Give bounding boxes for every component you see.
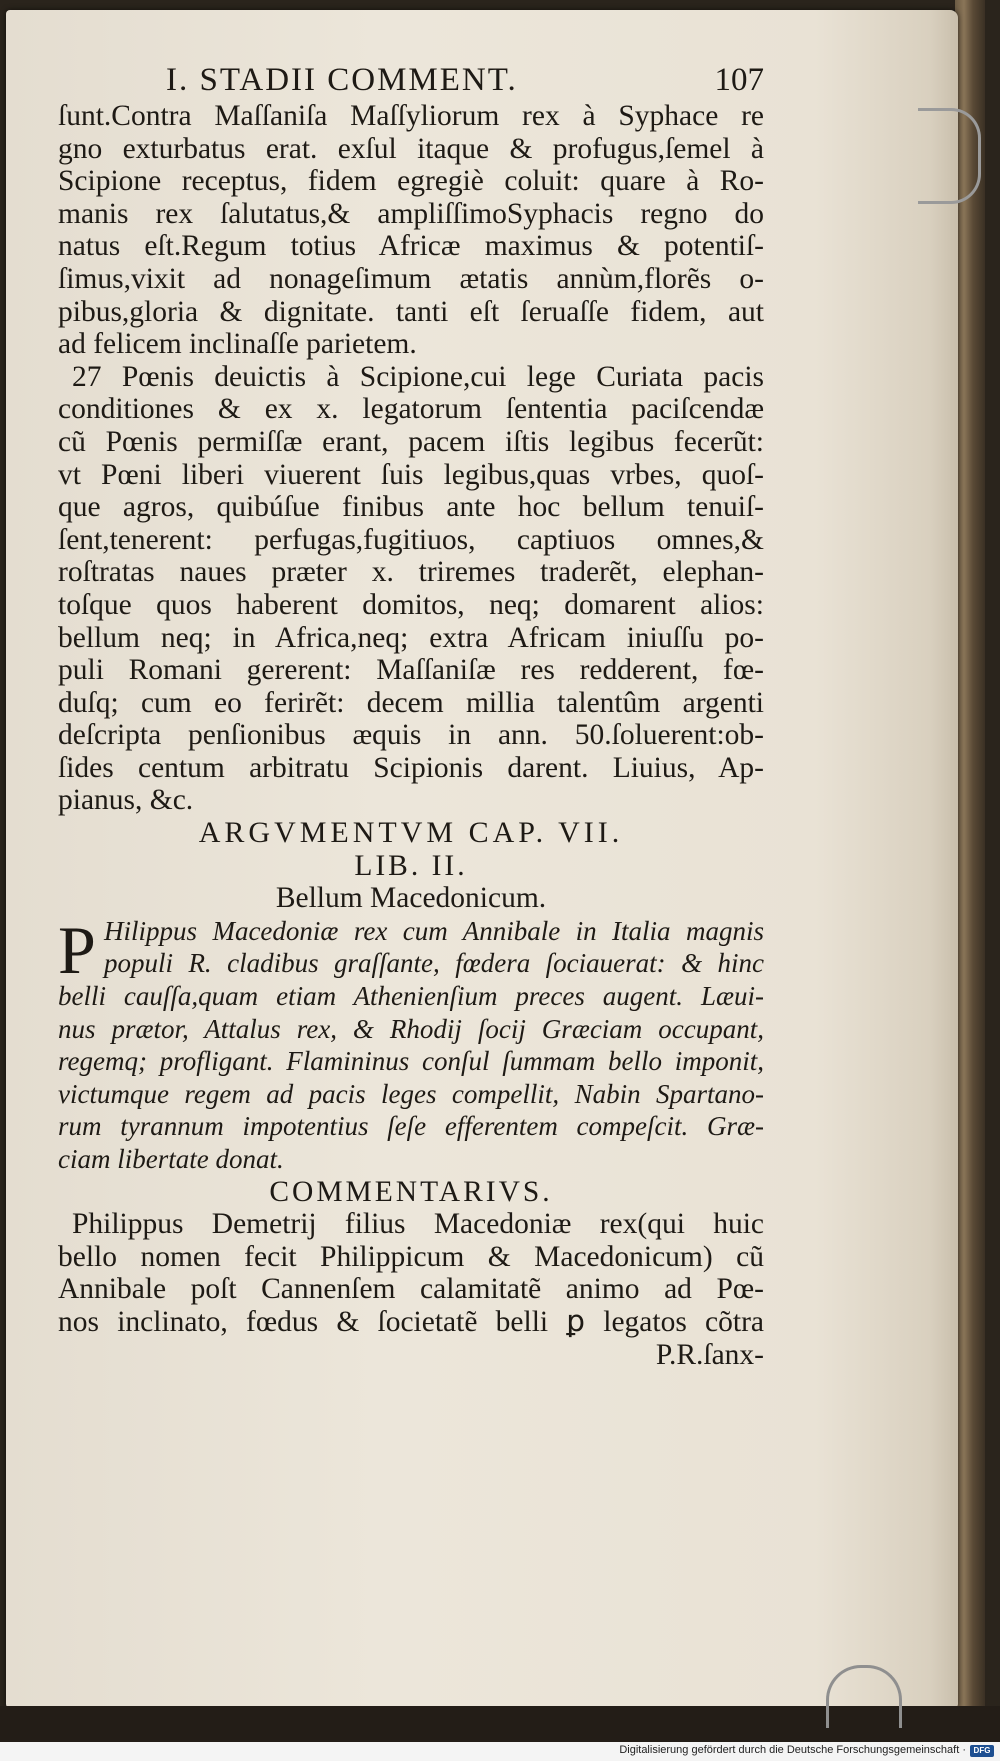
page-clip-top bbox=[918, 108, 981, 204]
text-line: Hilippus Macedoniæ rex cum Annibale in Italia magnis bbox=[104, 915, 764, 946]
paragraph-1 bbox=[58, 100, 764, 361]
text-line: ſides centum arbitratu Scipionis darent. Liuius, Ap- bbox=[58, 751, 764, 784]
book-edge bbox=[955, 0, 985, 1761]
text-line: gno exturbatus erat. exſul itaque & profugus,ſemel à bbox=[58, 132, 764, 165]
text-line: cũ Pœnis permiſſæ erant, pacem iſtis legibus fecerũt: bbox=[58, 425, 764, 458]
text-line: vt Pœni liberi viuerent ſuis legibus,quas vrbes, quoſ- bbox=[58, 458, 764, 491]
text-line: belli cauſſa,quam etiam Athenienſium preces augent. Læui- bbox=[58, 981, 764, 1012]
argument-text bbox=[58, 911, 764, 1176]
text-line: bellum neq; in Africa,neq; extra Africam iniuſſu po- bbox=[58, 621, 764, 654]
text-line: duſq; cum eo ferirẽt: decem millia talentûm argenti bbox=[58, 686, 764, 719]
text-line: rum tyrannum impotentius ſeſe efferentem compeſcit. Græ- bbox=[58, 1111, 764, 1142]
text-line: puli Romani gererent: Maſſaniſæ res redderent, fœ- bbox=[58, 654, 764, 687]
text-line: regemq; profligant. Flamininus conſul ſummam bello imponit, bbox=[58, 1046, 764, 1077]
text-line: deſcripta penſionibus æquis in ann. 50.ſoluerent:ob- bbox=[58, 719, 764, 752]
text-line: conditiones & ex x. legatorum ſententia paciſcendæ bbox=[58, 393, 764, 426]
text-line: manis rex ſalutatus,& ampliſſimoSyphacis regno do bbox=[58, 197, 764, 230]
text-line: 27 Pœnis deuictis à Scipione,cui lege Curiata pacis bbox=[72, 360, 764, 393]
dfg-logo: DFG bbox=[970, 1745, 994, 1757]
text-line: toſque quos haberent domitos, neq; domarent alios: bbox=[58, 588, 764, 621]
book-label: LIB. II. bbox=[354, 849, 468, 882]
text-line: roſtratas naues præter x. triremes traderẽt, elephan- bbox=[58, 556, 764, 589]
text-line: Philippus Demetrij filius Macedoniæ rex(qui huic bbox=[72, 1208, 764, 1241]
catchword: P.R.ſanx- bbox=[655, 1338, 764, 1371]
funding-credit: Digitalisierung gefördert durch die Deutsche Forschungsgemeinschaft · bbox=[619, 1744, 966, 1756]
text-line: bello nomen fecit Philippicum & Macedonicum) cũ bbox=[58, 1240, 764, 1273]
text-line: ſunt.Contra Maſſaniſa Maſſyliorum rex à Syphace re bbox=[58, 100, 764, 132]
drop-cap: P bbox=[58, 911, 96, 988]
page-clip-bottom bbox=[826, 1665, 902, 1728]
argument-title: ARGVMENTVM CAP. VII. bbox=[198, 816, 624, 850]
text-line: Annibale poſt Cannenſem calamitatẽ animo ad Pœ- bbox=[58, 1273, 764, 1306]
text-line: ad felicem inclinaſſe parietem. bbox=[58, 328, 417, 361]
paragraph-2 bbox=[58, 361, 764, 817]
text-line: populi R. cladibus graſſante, fœdera ſociauerat: & hinc bbox=[104, 948, 764, 979]
text-line: pibus,gloria & dignitate. tanti eſt ſeruaſſe fidem, aut bbox=[58, 295, 764, 328]
text-line: natus eſt.Regum totius Africæ maximus & potentiſ- bbox=[58, 230, 764, 263]
commentary-text bbox=[58, 1208, 764, 1371]
text-line: ſimus,vixit ad nonageſimum ætatis annùm,florẽs o- bbox=[58, 262, 764, 295]
page-text bbox=[58, 62, 764, 1371]
running-header bbox=[58, 62, 764, 100]
text-line: nus prætor, Attalus rex, & Rhodij ſocij Græciam occupant, bbox=[58, 1013, 764, 1044]
text-line: victumque regem ad pacis leges compellit, Nabin Spartano- bbox=[58, 1078, 764, 1109]
page-number: 107 bbox=[714, 62, 764, 98]
text-line: nos inclinato, fœdus & ſocietatẽ belli ꝑ legatos cõtra bbox=[58, 1305, 764, 1338]
commentary-title: COMMENTARIVS. bbox=[269, 1175, 553, 1208]
text-line: Scipione receptus, fidem egregiè coluit: quare à Ro- bbox=[58, 165, 764, 198]
text-line: que agros, quibúſue finibus ante hoc bellum tenuiſ- bbox=[58, 491, 764, 524]
running-title: I. STADII COMMENT. bbox=[166, 62, 518, 98]
digitization-footer bbox=[0, 1742, 1000, 1761]
text-line: pianus, &c. bbox=[58, 784, 194, 817]
text-line: ſent,tenerent: perfugas,fugitiuos, captiuos omnes,& bbox=[58, 523, 764, 556]
text-line: ciam libertate donat. bbox=[58, 1144, 284, 1174]
argument-subject: Bellum Macedonicum. bbox=[275, 882, 547, 915]
